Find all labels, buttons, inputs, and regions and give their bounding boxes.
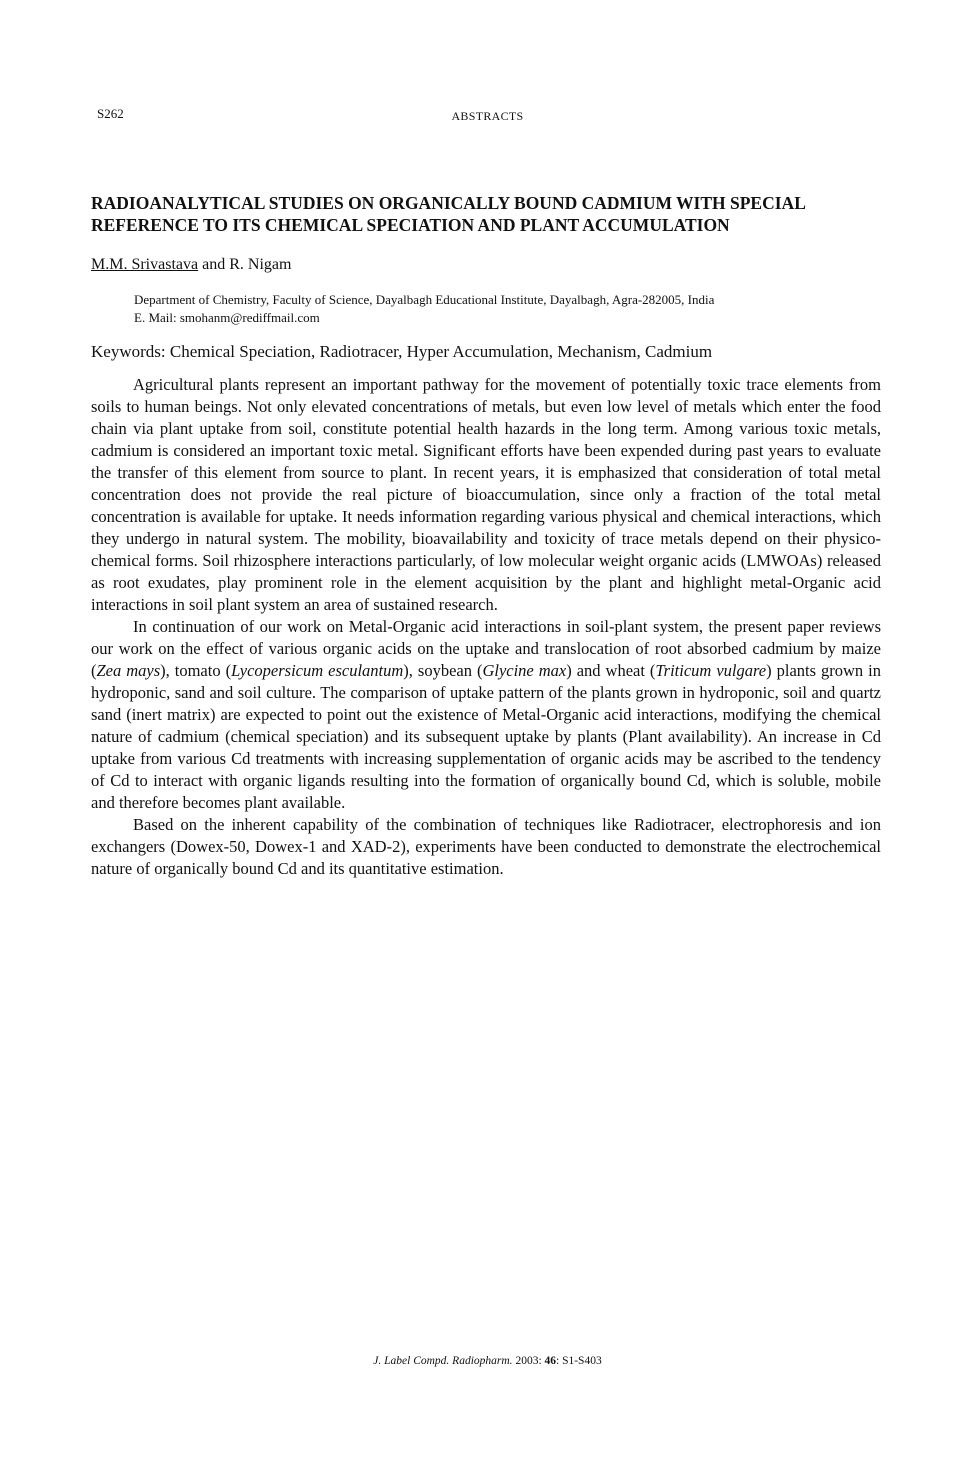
journal-name: J. Label Compd. Radiopharm. xyxy=(373,1355,513,1367)
journal-citation xyxy=(0,1355,975,1367)
body-paragraph-3: Based on the inherent capability of the combination of techniques like Radiotracer, electrophoresis and ion exchangers (Dowex-50, Dowex-1 and XAD-2), experiments have been conducted to demonstrate the electrochemical nature of organically bound Cd and its quantitative estimation. xyxy=(91,815,881,878)
journal-pages: : S1-S403 xyxy=(556,1355,602,1367)
species-glycine-max: Glycine max xyxy=(482,661,567,680)
journal-volume: 46 xyxy=(544,1355,557,1367)
abstract-body xyxy=(91,374,881,880)
abstract-title: RADIOANALYTICAL STUDIES ON ORGANICALLY BOUND CADMIUM WITH SPECIAL REFERENCE TO ITS CHEMICAL SPECIATION AND PLANT ACCUMULATION xyxy=(91,193,805,235)
species-triticum-vulgare: Triticum vulgare xyxy=(655,661,767,680)
affiliation-email: E. Mail: smohanm@rediffmail.com xyxy=(134,310,320,325)
affiliation-department: Department of Chemistry, Faculty of Science, Dayalbagh Educational Institute, Dayalbagh, Agra-282005, India xyxy=(134,292,715,307)
species-zea-mays: Zea mays xyxy=(96,661,161,680)
author-line xyxy=(91,255,881,275)
journal-year: 2003: xyxy=(512,1355,545,1367)
abstract xyxy=(91,192,881,880)
species-lycopersicum: Lycopersicum esculantum xyxy=(231,661,404,680)
page-number: S262 xyxy=(97,106,124,121)
body-paragraph-1: Agricultural plants represent an important pathway for the movement of potentially toxic trace elements from soils to human beings. Not only elevated concentrations of metals, but even low level of metals which enter the food chain via plant uptake from soil, constitute potential health hazards in the long term. Among various toxic metals, cadmium is considered an important toxic metal. Significant efforts have been expended during past years to evaluate the transfer of this element from source to plant. In recent years, it is emphasized that consideration of total metal concentration does not provide the real picture of bioaccumulation, since only a fraction of the total metal concentration is available for uptake. It needs information regarding various physical and chemical interactions, which they undergo in natural system. The mobility, bioavailability and toxicity of trace metals depend on their physico-chemical forms. Soil rhizosphere interactions particularly, of low molecular weight organic acids (LMWOAs) released as root exudates, play prominent role in the element acquisition by the plant and highlight metal-Organic acid interactions in soil plant system an area of sustained research. xyxy=(91,375,881,614)
body-paragraph-2 xyxy=(91,616,881,814)
co-authors: and R. Nigam xyxy=(198,256,292,273)
running-head: ABSTRACTS xyxy=(451,109,524,123)
p2-text-4: ) and wheat ( xyxy=(566,661,656,680)
p2-text-5: ) plants grown in hydroponic, sand and soil culture. The comparison of uptake pattern of the plants grown in hydroponic, soil and quartz sand (inert matrix) are expected to point out the existence of Metal-Organic acid interactions, modifying the chemical nature of cadmium (chemical speciation) and its subsequent uptake by plants (Plant availability). An increase in Cd uptake from various Cd treatments with increasing supplementation of organic acids may be ascribed to the tendency of Cd to interact with organic ligands resulting into the formation of organically bound Cd, which is soluble, mobile and therefore becomes plant available. xyxy=(91,661,881,812)
p2-text-2: ), tomato ( xyxy=(160,661,232,680)
affiliation-block xyxy=(134,291,881,327)
keywords: Keywords: Chemical Speciation, Radiotracer, Hyper Accumulation, Mechanism, Cadmium xyxy=(91,342,713,361)
p2-text-3: ), soybean ( xyxy=(403,661,483,680)
presenting-author: M.M. Srivastava xyxy=(91,256,199,273)
p2-text-1: In continuation of our work on Metal-Organic acid interactions in soil-plant system, the present paper reviews our work on the effect of various organic acids on the uptake and translocation of root absorbed cadmium by maize ( xyxy=(91,617,881,680)
